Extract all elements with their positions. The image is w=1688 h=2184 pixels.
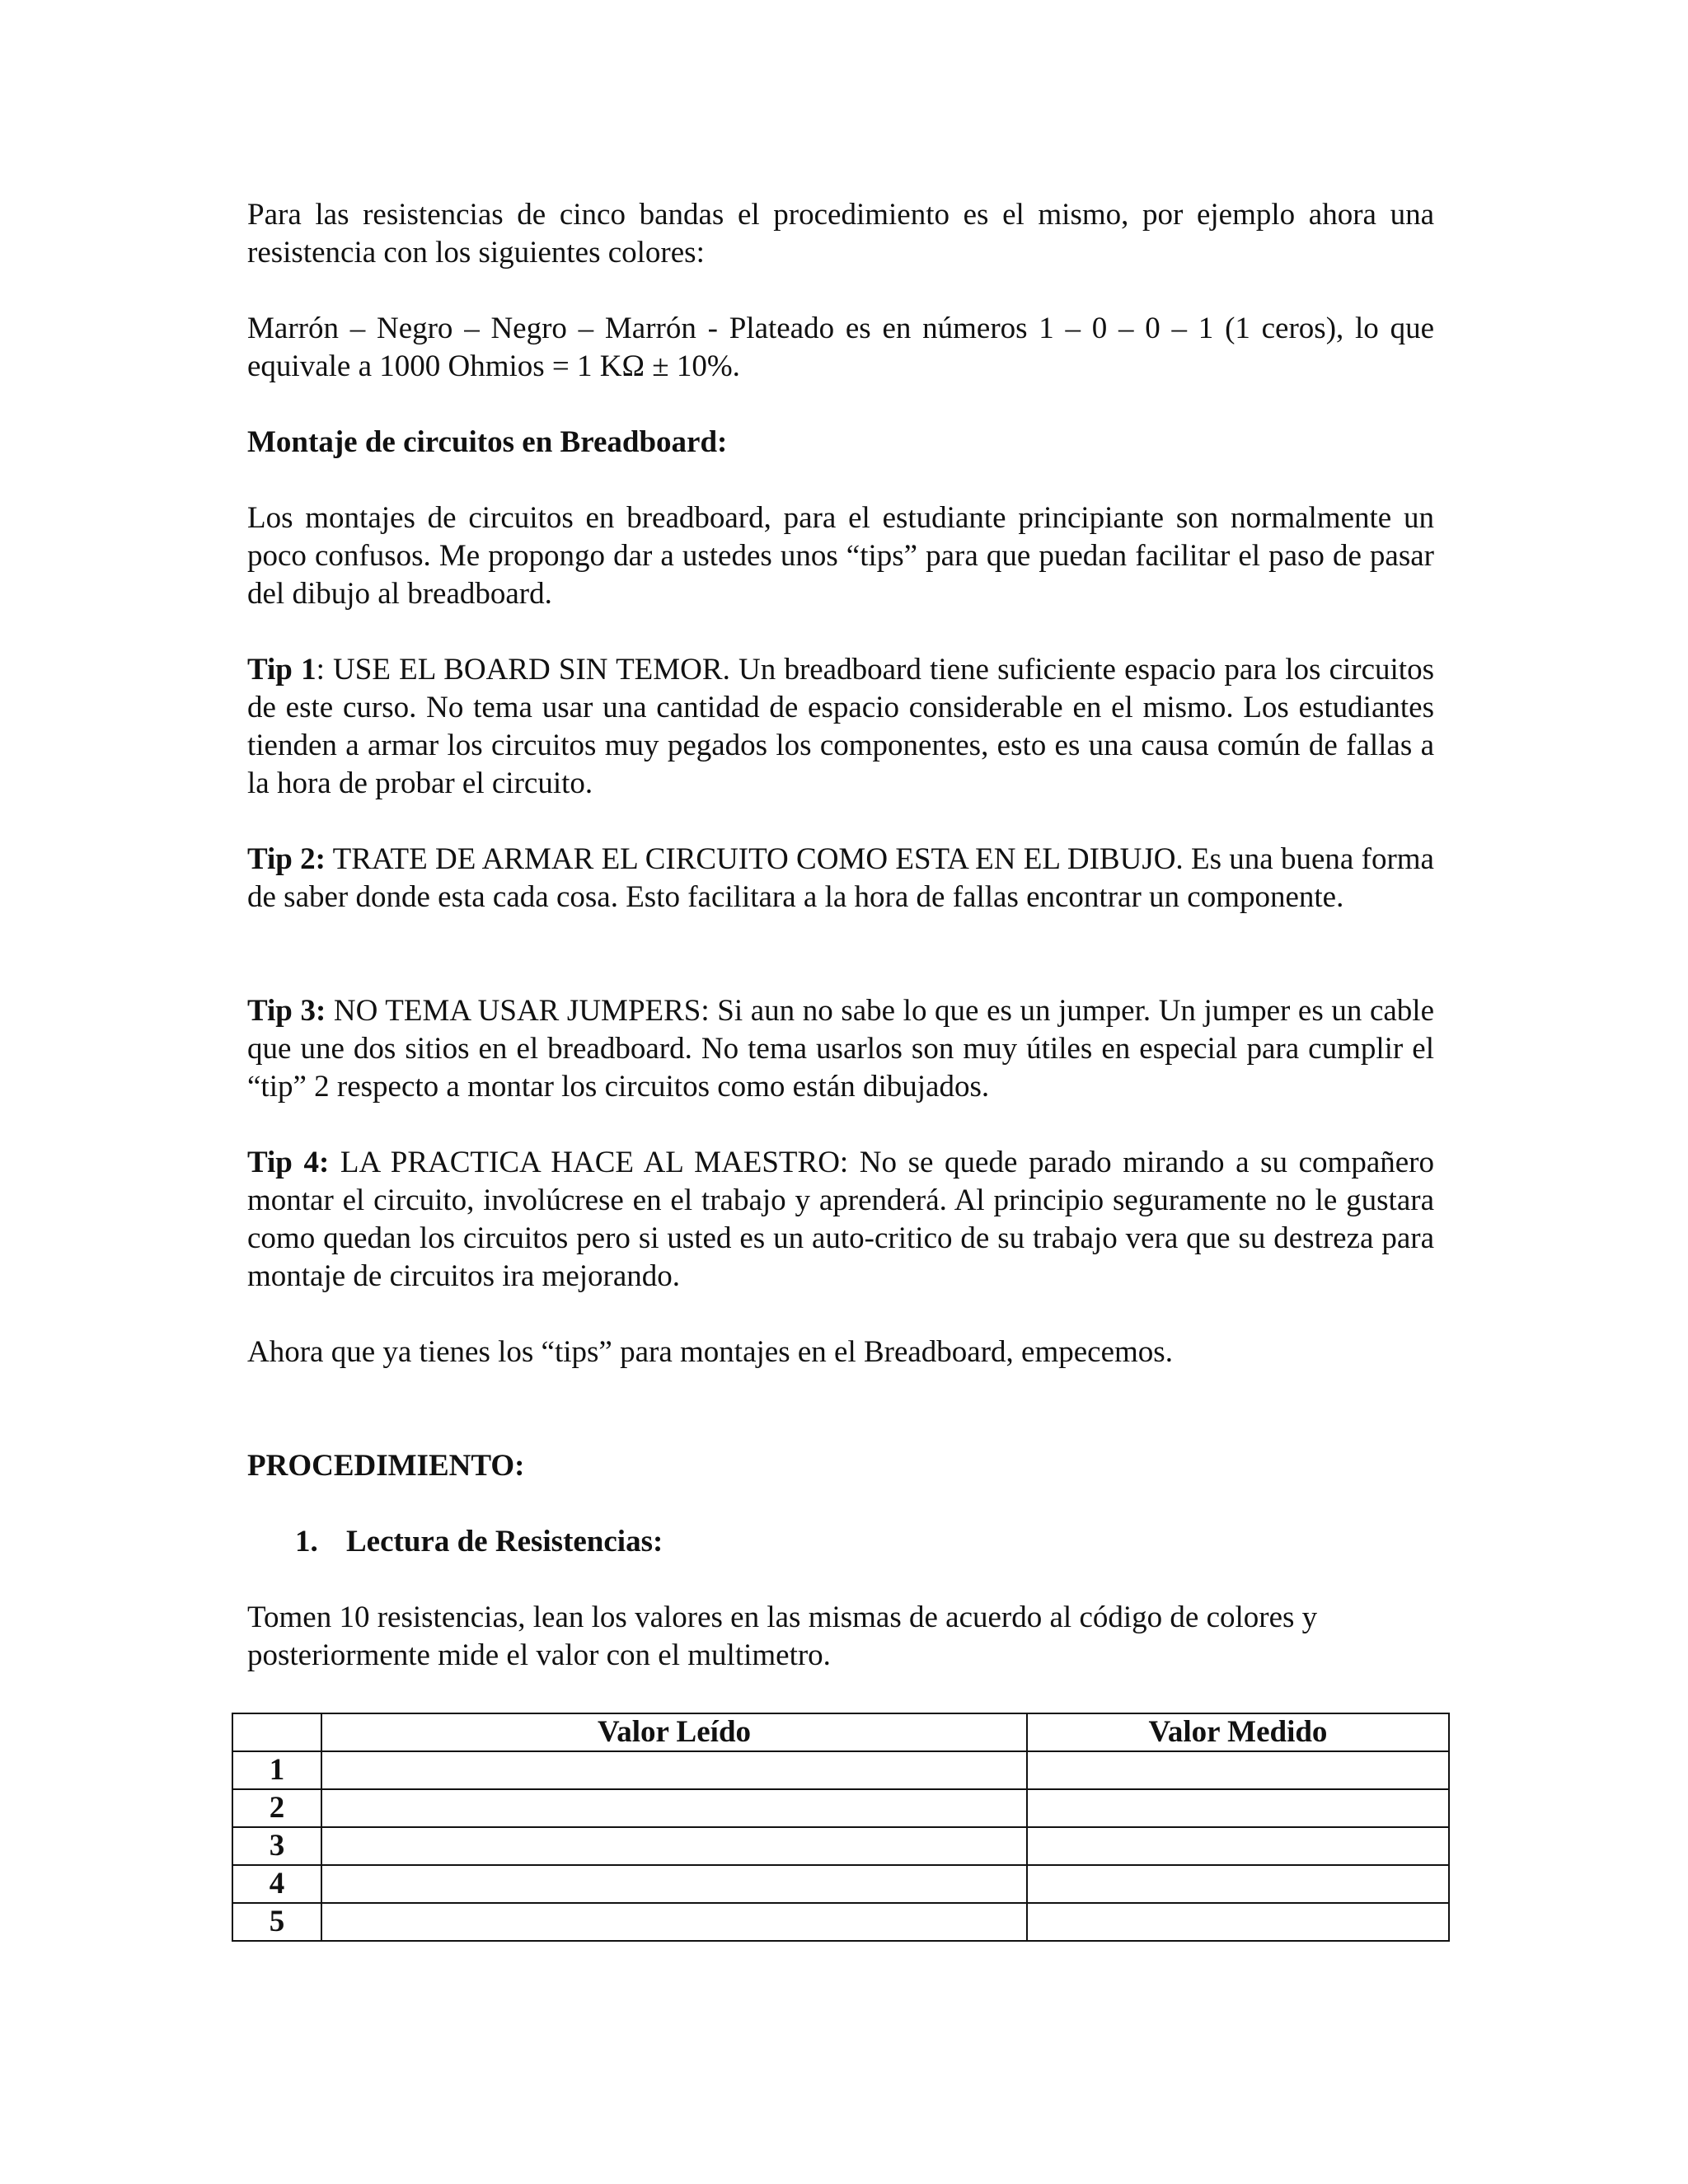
table-row — [232, 1751, 1449, 1789]
valor-leido-cell[interactable] — [321, 1827, 1027, 1865]
row-number: 4 — [232, 1865, 321, 1903]
paragraph-five-band-intro: Para las resistencias de cinco bandas el procedimiento es el mismo, por ejemplo ahora una resistencia con los siguientes colores: — [247, 198, 1434, 269]
paragraph-tip-4 — [247, 1144, 1434, 1296]
valor-medido-cell[interactable] — [1027, 1751, 1449, 1789]
heading-montaje: Montaje de circuitos en Breadboard: — [247, 425, 728, 459]
paragraph-tip-3 — [247, 992, 1434, 1106]
tip-4-label: Tip 4: — [247, 1146, 330, 1179]
tip-3-text: NO TEMA USAR JUMPERS: Si aun no sabe lo que es un jumper. Un jumper es un cable que une dos sitios en el breadboard. No tema usarlos son muy útiles en especial para cumplir el “tip” 2 respecto a montar los circuitos como están dibujados. — [247, 994, 1434, 1104]
valor-leido-cell[interactable] — [321, 1865, 1027, 1903]
tip-4-text: LA PRACTICA HACE AL MAESTRO: No se quede parado mirando a su compañero montar el circuito, involúcrese en el trabajo y aprenderá. Al principio seguramente no le gustara como quedan los circuitos pero si usted es un auto-critico de su trabajo vera que su destreza para montaje de circuitos ira mejorando. — [247, 1146, 1434, 1293]
table-header-valor-leido: Valor Leído — [321, 1713, 1027, 1751]
table-row — [232, 1827, 1449, 1865]
valor-medido-cell[interactable] — [1027, 1903, 1449, 1941]
paragraph-tip-1 — [247, 651, 1434, 803]
valor-leido-cell[interactable] — [321, 1903, 1027, 1941]
tip-1-text: : USE EL BOARD SIN TEMOR. Un breadboard tiene suficiente espacio para los circuitos de este curso. No tema usar una cantidad de espacio considerable en el mismo. Los estudiantes tienden a armar los circuitos muy pegados los componentes, esto es una causa común de fallas a la hora de probar el circuito. — [247, 653, 1434, 800]
row-number: 3 — [232, 1827, 321, 1865]
row-number: 2 — [232, 1789, 321, 1827]
paragraph-tip-2 — [247, 841, 1434, 916]
table-row — [232, 1903, 1449, 1941]
paragraph-tomen: Tomen 10 resistencias, lean los valores en las mismas de acuerdo al código de colores y posteriormente mide el valor con el multimetro. — [247, 1601, 1318, 1672]
paragraph-ahora: Ahora que ya tienes los “tips” para montajes en el Breadboard, empecemos. — [247, 1335, 1173, 1369]
valor-medido-cell[interactable] — [1027, 1865, 1449, 1903]
tip-2-label: Tip 2: — [247, 842, 326, 876]
row-number: 5 — [232, 1903, 321, 1941]
tip-3-label: Tip 3: — [247, 994, 326, 1028]
step-1-number: 1. — [295, 1525, 318, 1558]
table-row — [232, 1865, 1449, 1903]
resistance-table — [232, 1713, 1450, 1942]
heading-procedimiento: PROCEDIMIENTO: — [247, 1449, 525, 1483]
table-header-valor-medido: Valor Medido — [1027, 1713, 1449, 1751]
tip-2-text: TRATE DE ARMAR EL CIRCUITO COMO ESTA EN EL DIBUJO. Es una buena forma de saber donde esta cada cosa. Esto facilitara a la hora de fallas encontrar un componente. — [247, 842, 1434, 914]
step-1-title: Lectura de Resistencias: — [346, 1525, 663, 1558]
valor-leido-cell[interactable] — [321, 1789, 1027, 1827]
table-row — [232, 1789, 1449, 1827]
valor-leido-cell[interactable] — [321, 1751, 1027, 1789]
paragraph-five-band-example: Marrón – Negro – Negro – Marrón - Plateado es en números 1 – 0 – 0 – 1 (1 ceros), lo que equivale a 1000 Ohmios = 1 KΩ ± 10%. — [247, 312, 1434, 383]
valor-medido-cell[interactable] — [1027, 1789, 1449, 1827]
heading-step-1 — [295, 1523, 1367, 1561]
valor-medido-cell[interactable] — [1027, 1827, 1449, 1865]
paragraph-montaje-intro: Los montajes de circuitos en breadboard, para el estudiante principiante son normalmente un poco confusos. Me propongo dar a ustedes unos “tips” para que puedan facilitar el paso de pasar del dibujo al breadboard. — [247, 501, 1434, 611]
tip-1-label: Tip 1 — [247, 653, 316, 687]
table-header-row — [232, 1713, 1449, 1751]
table-header-index — [232, 1713, 321, 1751]
row-number: 1 — [232, 1751, 321, 1789]
